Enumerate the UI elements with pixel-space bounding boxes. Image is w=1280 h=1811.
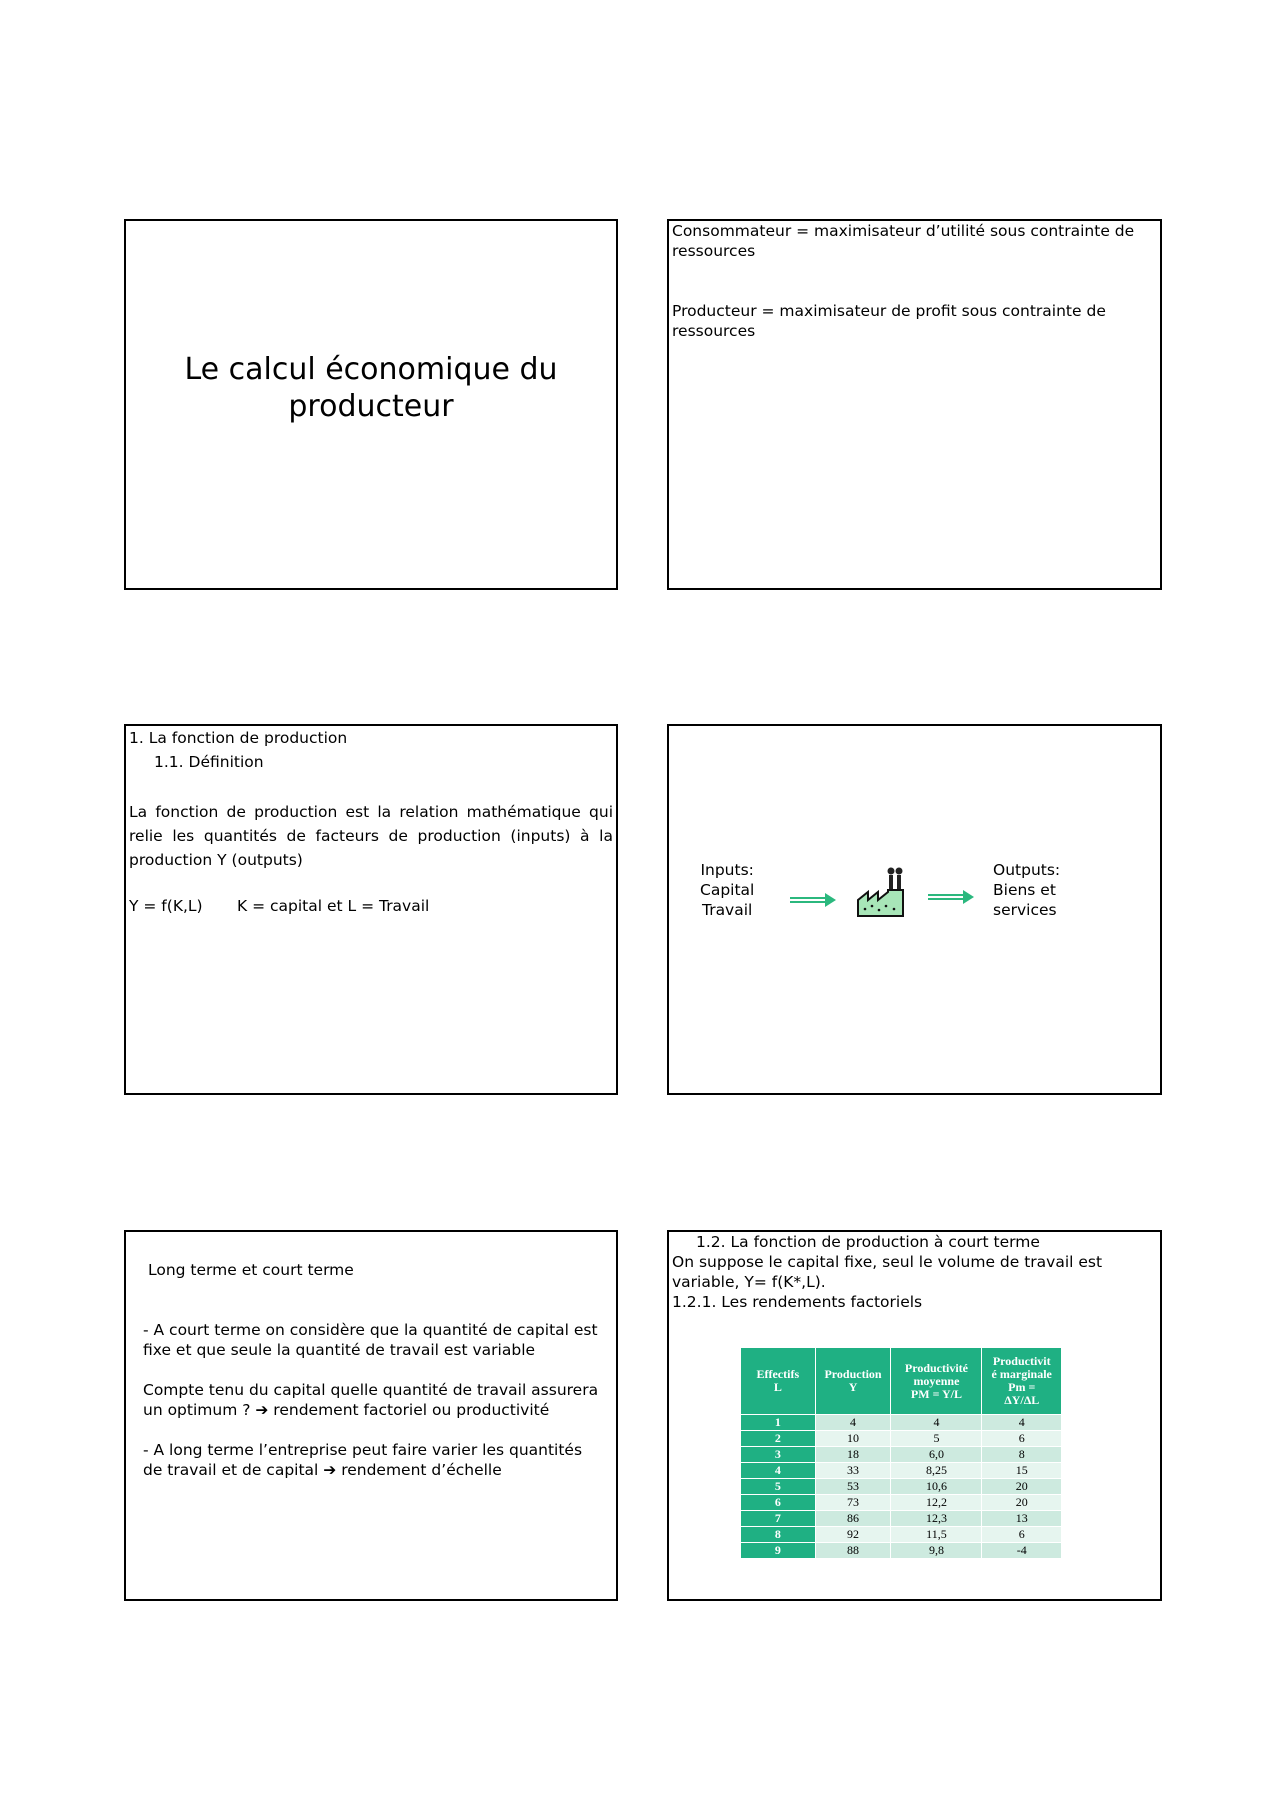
- table-cell: 4: [741, 1463, 816, 1479]
- table-cell: 18: [815, 1447, 891, 1463]
- table-cell: 8: [982, 1447, 1062, 1463]
- inputs-line-2: Capital: [700, 881, 755, 899]
- header-text: moyenne: [913, 1373, 960, 1388]
- header-text: ΔY/ΔL: [1004, 1393, 1040, 1407]
- table-cell: 9,8: [891, 1543, 982, 1559]
- subsection-heading: 1.1. Définition: [154, 753, 264, 771]
- inputs-label: [700, 860, 754, 920]
- table-row: [741, 1527, 1062, 1543]
- inputs-line-3: Travail: [702, 901, 753, 919]
- header-text: Productivit: [992, 1354, 1051, 1368]
- definition-paragraph: La fonction de production est la relation mathématique qui relie les quantités de facteurs de production (inputs) à la production Y (outputs): [129, 803, 613, 869]
- table-cell: 9: [741, 1543, 816, 1559]
- long-term-paragraph: [143, 1440, 582, 1480]
- table-cell: 12,2: [891, 1495, 982, 1511]
- header-text: Y: [848, 1380, 858, 1394]
- outputs-line-1: Outputs:: [993, 861, 1061, 879]
- table-row: [741, 1543, 1062, 1559]
- table-cell: 3: [741, 1447, 816, 1463]
- table-cell: 33: [815, 1463, 891, 1479]
- short-term-line-1: - A court terme on considère que la quantité de capital est: [143, 1321, 598, 1339]
- producer-paragraph: [672, 301, 1106, 341]
- header-effectifs: [741, 1348, 816, 1415]
- table-cell: 5: [891, 1431, 982, 1447]
- header-productivite-moyenne: [891, 1348, 982, 1415]
- header-production: [815, 1348, 891, 1415]
- long-term-line-2: de travail et de capital ➔ rendement d’échelle: [143, 1461, 502, 1479]
- output-arrow-icon: [927, 889, 975, 905]
- table-cell: 4: [815, 1415, 891, 1431]
- table-row: [741, 1479, 1062, 1495]
- table-cell: 8,25: [891, 1463, 982, 1479]
- table-cell: 6: [741, 1495, 816, 1511]
- header-text: Pm =: [1008, 1380, 1036, 1394]
- slide-title-text: [126, 351, 616, 425]
- table-cell: 6,0: [891, 1447, 982, 1463]
- table-cell: 7: [741, 1511, 816, 1527]
- formula-note: K = capital et L = Travail: [237, 897, 430, 915]
- table-cell: 8: [741, 1527, 816, 1543]
- consumer-line-1: Consommateur = maximisateur d’utilité sous contrainte de: [672, 222, 1135, 240]
- table-cell: 4: [982, 1415, 1062, 1431]
- table-cell: 10,6: [891, 1479, 982, 1495]
- table-cell: 10: [815, 1431, 891, 1447]
- long-term-line-1: - A long terme l’entreprise peut faire varier les quantités: [143, 1441, 583, 1459]
- table-row: [741, 1495, 1062, 1511]
- inputs-line-1: Inputs:: [700, 861, 754, 879]
- slide-short-term-production: [667, 1230, 1162, 1601]
- consumer-paragraph: [672, 221, 1134, 261]
- table-cell: 86: [815, 1511, 891, 1527]
- table-cell: 92: [815, 1527, 891, 1543]
- table-cell: 4: [891, 1415, 982, 1431]
- slide-title: [124, 219, 618, 590]
- table-row: [741, 1511, 1062, 1527]
- consumer-line-2: ressources: [672, 242, 756, 260]
- formula: Y = f(K,L): [129, 897, 203, 915]
- table-cell: 12,3: [891, 1511, 982, 1527]
- table-cell: 20: [982, 1479, 1062, 1495]
- table-cell: 13: [982, 1511, 1062, 1527]
- slide6-heading: 1.2. La fonction de production à court terme: [696, 1233, 1040, 1251]
- table-cell: 5: [741, 1479, 816, 1495]
- table-cell: 88: [815, 1543, 891, 1559]
- slide-production-diagram: [667, 724, 1162, 1095]
- table-row: [741, 1415, 1062, 1431]
- header-text: L: [773, 1380, 782, 1394]
- outputs-line-2: Biens et: [993, 881, 1056, 899]
- slide6-line-3: variable, Y= f(K*,L).: [672, 1273, 826, 1291]
- slide6-line-2: On suppose le capital fixe, seul le volume de travail est: [672, 1253, 1103, 1271]
- table-row: [741, 1431, 1062, 1447]
- table-cell: 6: [982, 1431, 1062, 1447]
- factory-icon: [855, 866, 911, 920]
- table-cell: 11,5: [891, 1527, 982, 1543]
- table-cell: 1: [741, 1415, 816, 1431]
- short-term-paragraph: [143, 1320, 598, 1360]
- table-cell: 6: [982, 1527, 1062, 1543]
- slide-consumer-producer: [667, 219, 1162, 590]
- header-productivite-marginale: [982, 1348, 1062, 1415]
- input-arrow-icon: [789, 892, 837, 908]
- producer-line-1: Producteur = maximisateur de profit sous contrainte de: [672, 302, 1106, 320]
- header-text: PM = Y/L: [910, 1386, 962, 1401]
- optimum-line-1: Compte tenu du capital quelle quantité de travail assurera: [143, 1381, 599, 1399]
- section-heading: 1. La fonction de production: [129, 729, 348, 747]
- header-text: Effectifs: [756, 1367, 800, 1381]
- slide-long-short-term: [124, 1230, 618, 1601]
- header-text: Production: [824, 1367, 882, 1381]
- title-line-1: Le calcul économique du: [184, 352, 558, 387]
- table-cell: 20: [982, 1495, 1062, 1511]
- table-row: [741, 1463, 1062, 1479]
- title-line-2: producteur: [288, 389, 454, 424]
- table-cell: 73: [815, 1495, 891, 1511]
- table-row: [741, 1447, 1062, 1463]
- outputs-line-3: services: [993, 901, 1057, 919]
- optimum-paragraph: [143, 1380, 598, 1420]
- table-cell: -4: [982, 1543, 1062, 1559]
- header-text: é marginale: [991, 1367, 1052, 1381]
- table-cell: 2: [741, 1431, 816, 1447]
- short-term-line-2: fixe et que seule la quantité de travail est variable: [143, 1341, 536, 1359]
- header-text: Productivité: [904, 1360, 968, 1375]
- slide5-heading: Long terme et court terme: [148, 1261, 354, 1279]
- table-cell: 15: [982, 1463, 1062, 1479]
- slide6-line-4: 1.2.1. Les rendements factoriels: [672, 1293, 923, 1311]
- optimum-line-2: un optimum ? ➔ rendement factoriel ou productivité: [143, 1401, 550, 1419]
- outputs-label: [993, 860, 1060, 920]
- producer-line-2: ressources: [672, 322, 756, 340]
- table-header-row: [741, 1348, 1062, 1415]
- table-cell: 53: [815, 1479, 891, 1495]
- slide-definition: [124, 724, 618, 1095]
- productivity-table: [740, 1347, 1062, 1559]
